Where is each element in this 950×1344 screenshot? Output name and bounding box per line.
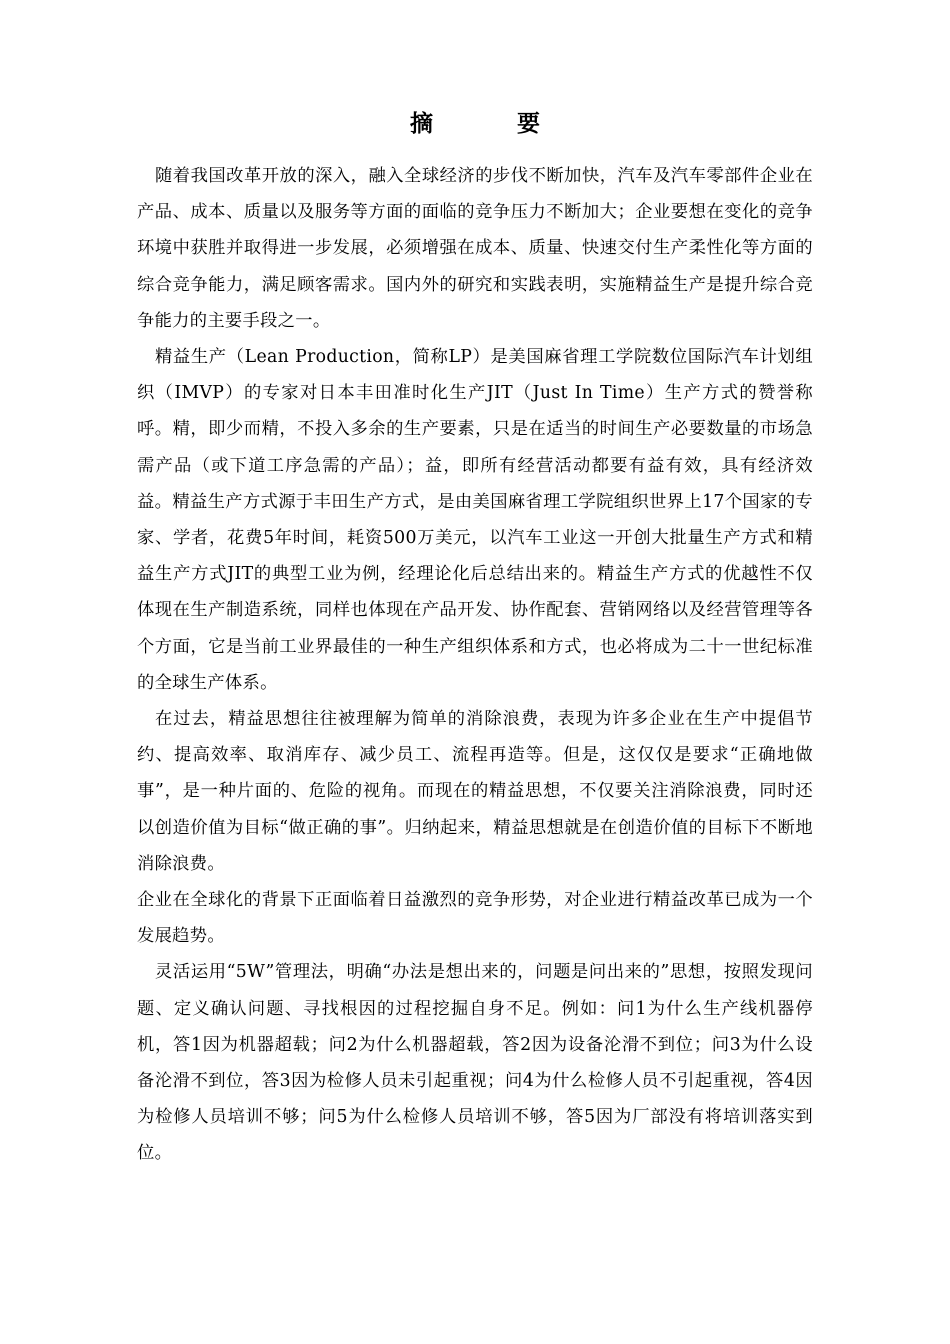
paragraph-intro: 随着我国改革开放的深入，融入全球经济的步伐不断加快，汽车及汽车零部件企业在产品、成本、质量以及服务等方面的面临的竞争压力不断加大；企业要想在变化的竞争环境中获胜并取得进一步发展，必须增强在成本、质量、快速交付生产柔性化等方面的综合竞争能力，满足顾客需求。国内外的研究和实践表明，实施精益生产是提升综合竞争能力的主要手段之一。 xyxy=(137,166,813,331)
abstract-body xyxy=(137,158,813,1172)
paragraph-5w-method: 灵活运用“5W”管理法，明确“办法是想出来的，问题是问出来的”思想，按照发现问题、定义确认问题、寻找根因的过程挖掘自身不足。例如：问1为什么生产线机器停机，答1因为机器超载；问2为什么机器超载，答2因为设备沦滑不到位；问3为什么设备沦滑不到位，答3因为检修人员未引起重视；问4为什么检修人员不引起重视，答4因为检修人员培训不够；问5为什么检修人员培训不够，答5因为厂部没有将培训落实到位。 xyxy=(137,962,813,1164)
abstract-title: 摘 要 xyxy=(409,111,578,137)
paragraph-lean-production: 精益生产（Lean Production，简称LP）是美国麻省理工学院数位国际汽车计划组织（IMVP）的专家对日本丰田准时化生产JIT（Just In Time）生产方式的赞誉称呼。精，即少而精，不投入多余的生产要素，只是在适当的时间生产必要数量的市场急需产品（或下道工序急需的产品）；益，即所有经营活动都要有益有效，具有经济效益。精益生产方式源于丰田生产方式，是由美国麻省理工学院组织世界上17个国家的专家、学者，花费5年时间，耗资500万美元，以汽车工业这一开创大批量生产方式和精益生产方式JIT的典型工业为例，经理论化后总结出来的。精益生产方式的优越性不仅体现在生产制造系统，同样也体现在产品开发、协作配套、营销网络以及经营管理等各个方面，它是当前工业界最佳的一种生产组织体系和方式，也必将成为二十一世纪标准的全球生产体系。 xyxy=(137,347,813,693)
paragraph-globalization: 企业在全球化的背景下正面临着日益激烈的竞争形势，对企业进行精益改革已成为一个发展趋势。 xyxy=(137,890,813,947)
paragraph-lean-thinking: 在过去，精益思想往往被理解为简单的消除浪费，表现为许多企业在生产中提倡节约、提高效率、取消库存、减少员工、流程再造等。但是，这仅仅是要求“正确地做事”，是一种片面的、危险的视角。而现在的精益思想，不仅要关注消除浪费，同时还以创造价值为目标“做正确的事”。归纳起来，精益思想就是在创造价值的目标下不断地消除浪费。 xyxy=(137,709,813,874)
